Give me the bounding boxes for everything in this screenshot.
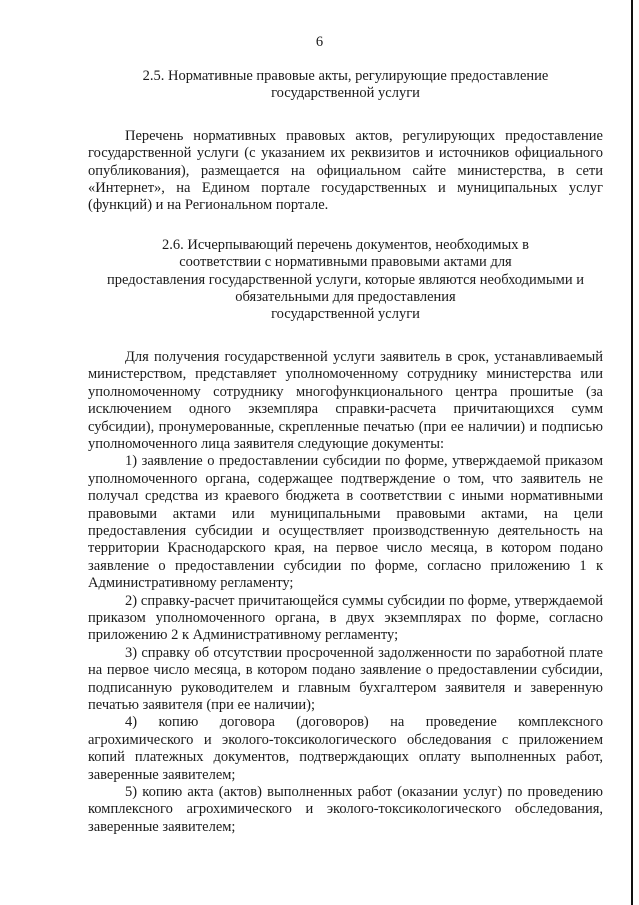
document-body <box>88 68 603 836</box>
list-item: 2) справку-расчет причитающейся суммы субсидии по форме, утверждаемой приказом уполномоченного органа, в двух экземплярах по форме, согласно приложению 2 к Административному регламенту; <box>88 592 603 644</box>
heading-line: 2.6. Исчерпывающий перечень документов, необходимых в <box>162 236 529 253</box>
section-2-6-intro: Для получения государственной услуги заявитель в срок, устанавливаемый министерством, представляет уполномоченному сотруднику министерства или уполномоченному сотруднику многофункционального центра прошитые (за исключением одного экземпляра справки-расчета причитающихся сумм субсидии), пронумерованные, скрепленные печатью (при ее наличии) и подписью уполномоченного лица заявителя следующие документы: <box>88 348 603 452</box>
heading-line: государственной услуги <box>271 306 420 323</box>
section-2-6-heading <box>88 237 603 324</box>
heading-line: 2.5. Нормативные правовые акты, регулирующие предоставление <box>142 68 549 84</box>
heading-line: предоставления государственной услуги, которые являются необходимыми и <box>107 271 584 288</box>
page-edge-line <box>631 0 633 905</box>
list-item: 3) справку об отсутствии просроченной задолженности по заработной плате на первое число месяца, в котором подано заявление о предоставлении субсидии, подписанную руководителем и главным бухгалтером заявителя и заверенную печатью заявителя (при ее наличии); <box>88 644 603 713</box>
heading-line: государственной услуги <box>271 85 420 102</box>
list-item: 4) копию договора (договоров) на проведение комплексного агрохимического и эколого-токсикологического обследования с приложением копий платежных документов, подтверждающих оплату выполненных работ, заверенные заявителем; <box>88 714 603 783</box>
section-2-5-heading <box>88 68 603 103</box>
page-number: 6 <box>315 34 324 50</box>
heading-line: соответствии с нормативными правовыми актами для <box>179 254 512 271</box>
list-item: 1) заявление о предоставлении субсидии по форме, утверждаемой приказом уполномоченного органа, содержащее подтверждение о том, что заявитель не получал средства из краевого бюджета в соответствии с иными нормативными правовыми актами или муниципальными правовыми актами, на цели предоставления субсидии и осуществляет производственную деятельность на территории Краснодарского края, на первое число месяца, в котором подано заявление о предоставлении субсидии по форме, согласно приложению 1 к Административному регламенту; <box>88 453 603 592</box>
list-item: 5) копию акта (актов) выполненных работ (оказании услуг) по проведению комплексного агрохимического и эколого-токсикологического обследования, заверенные заявителем; <box>88 784 603 835</box>
heading-line: обязательными для предоставления <box>235 289 456 306</box>
section-2-5-paragraph: Перечень нормативных правовых актов, регулирующих предоставление государственной услуги (с указанием их реквизитов и источников официального опубликования), размещается на официальном сайте министерства, в сети «Интернет», на Едином портале государственных и муниципальных услуг (функций) и на Региональном портале. <box>88 127 603 214</box>
